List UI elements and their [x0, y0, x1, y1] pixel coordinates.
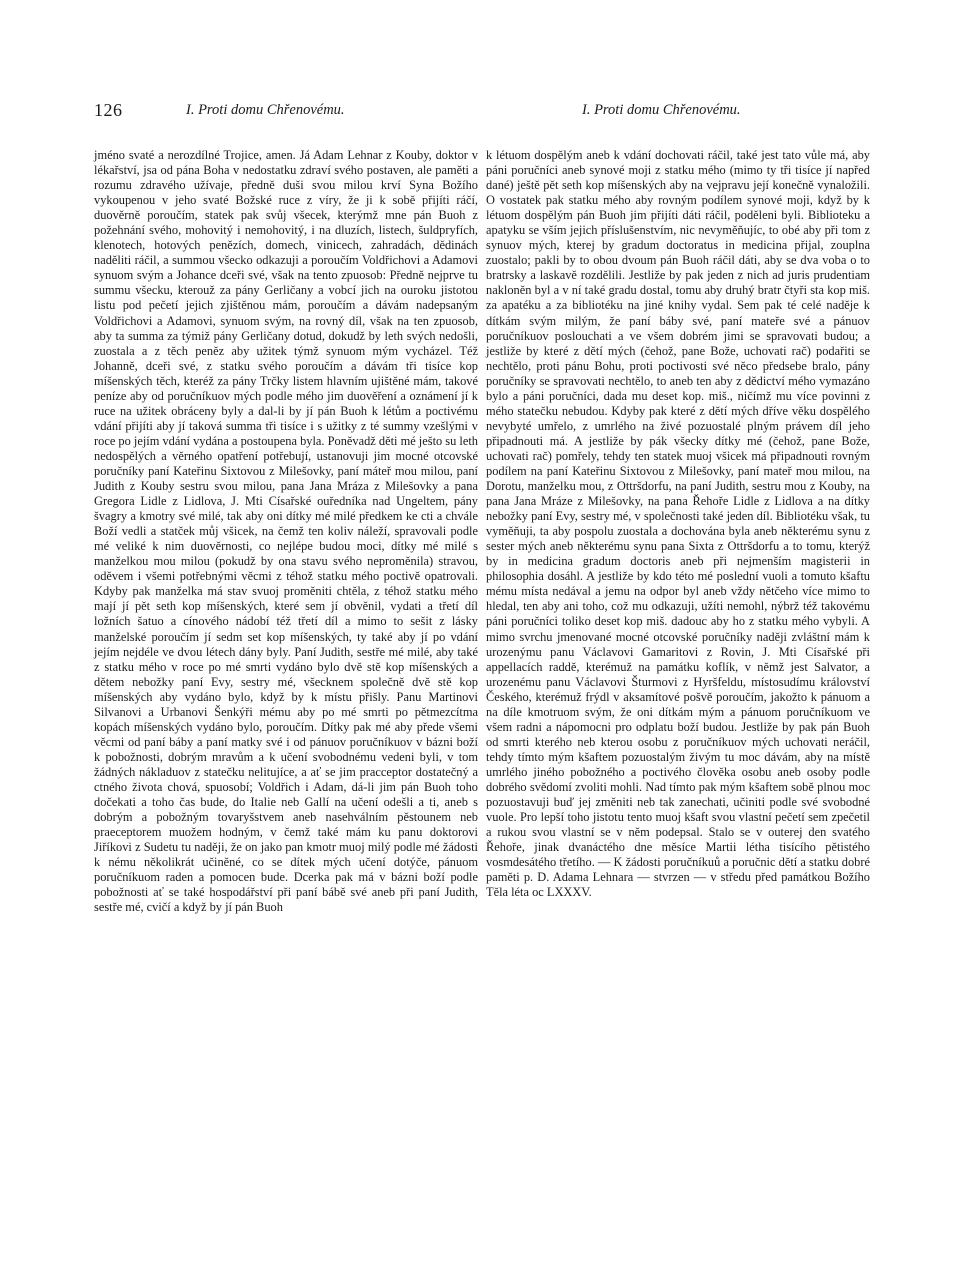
body-text-right: k létuom dospělým aneb k vdání dochovati ráčil, také jest tato vůle má, aby páni poručníci aneb synové moji z statku mého (mimo ty tři tisíce jí napřed dané) ještě pět seth kop míšenských aby na vejpravu její konečně vynaložili. O vostatek pak statku mého aby rovným podílem synové moji, když by k létuom dospělým pán Buoh jim přijíti dáti ráčil, poděleni byli. Biblioteku a apatyku se vším jejich příslušenstvím, nic nevyměňujíc, to obé aby při tom z synuov mých, kterej by gradum doctoratus in medicina přijal, zouplna zuostalo; pakli by to obou dvoum pán Buoh ráčil dáti, aby se dva voba o to bratrsky a laskavě rozdělili. Jestliže by pak jeden z nich ad juris prudentiam nakloněn byl a v ní také gradu dostal, tomu aby druhý bratr čtyři sta kop miš. za apatéku a za bibliotéku na jiné knihy vydal. Sem pak té celé naděje k dítkám svým milým, že paní báby své, paní mateře své a pánuov poručníkuov poslouchati a ve všem dobrém jimi se spravovati budou; a jestliže by které z dětí mých (čehož, pane Bože, uchovati rač) podařiti se nechtělo, proti pánu Bohu, proti poctivosti své něco předsebe bralo, pány poručníky se spravovati nechtělo, to aneb ten aby z dědictví mého vymazáno bylo a páni poručníci, dada mu deset kop. miš., ničímž mu více povinni z mého statečku nebudou. Kdyby pak které z dětí mých dříve věku dospělého nevybyté umřelo, z umrlého na živé pozuostalé plným právem díl jeho připadnouti má. A jestliže by pák všecky dítky mé (čehož, pane Bože, uchovati rač) pomřely, tehdy ten statek muoj všicek má připadnouti rovným podílem na paní Kateřinu Sixtovou z Milešovky, paní mateř mou milou, na Dorotu, manželku mou, z Ottršdorfu, na paní Judith, sestru mou z Kouby, na pana Jana Mráze z Milešovky, na pana Řehoře Lidle z Lidlova a na dítky nebožky paní Evy, sestry mé, v společnosti také jeden díl. Bibliotéku však, tu vyměňuji, ta aby pospolu zuostala a dochována byla aneb některému synu z sester mých aneb některému synu pana Sixta z Ottršdorfu a to tomu, kterýž by in medicina gradum doctoris aneb při nejmenším magisterii in philosophia dosáhl. A jestliže by kdo této mé poslední vuoli a tomuto kšaftu mému místa nedával a jemu na odpor byl aneb vždy nětčeho více mimo to hledal, ten aby ani toho, což mu odkazuji, užíti nemohl, nýbrž též takovému páni poručníci toliko deset kop miš. dadouc aby ho z statku mého vybyli. A mimo svrchu jmenované mocné otcovské poručníky naději zvláštní mám k urozenýmu panu Václavovi Gamaritovi z Rovin, J. Mti Císařské při appellacích raddě, kterémuž na památku koflík, v němž jest Salvator, a urozenému panu Václavovi Šturmovi z Hyršfeldu, místosudímu království Českého, kterémuž frýdl v aksamítové pošvě poroučím, jakožto k pánuom a na díle kmotruom svým, že oni dítkám mým a pánuom poručníkuom ve všem radni a nápomocni pro odplatu boží budou. Jestliže by pak pán Buoh od smrti kterého neb kterou osobu z poručníkuov mých uchovati neráčil, tehdy tímto mým kšaftem pozuostalým živým tu moc dávám, aby na místě umrlého jiného pobožného a poctivého člověka osobu aneb osoby podle dobrého svědomí zvoliti mohli. Nad tímto pak mým kšaftem sobě plnou moc pozuostavuji buď jej změniti neb tak zanechati, učiniti podle své svobodné vuole. Pro lepší toho jistotu tento muoj kšaft svou vlastní pečetí sem zpečetil a rukou svou vlastní se v něm podepsal. Stalo se v outerej den svatého Řehoře, jinak dvanáctého dne měsíce Martii létha tisícího pětistého vosmdesátého třetího. — K žádosti poručníkuů a poručnic dětí a statku dobré paměti p. D. Adama Lehnara — stvrzen — v středu před památkou Božího Těla léta oc LXXXV. [486, 148, 870, 900]
body-text-left: jméno svaté a nerozdílné Trojice, amen. Já Adam Lehnar z Kouby, doktor v lékařství, jsa od pána Boha v nedostatku zdraví svého postaven, ale paměti a rozumu zdravého užívaje, předně duši svou milou krví Syna Božího vykoupenou v jeho svaté Božské ruce z víry, že ji k sobě přijíti ráčí, duověrně poroučím, statek pak svůj všecek, kterýmž mne pán Buoh z požehnání svého, mohovitý i nemohovitý, i na dluzích, listech, šuldpryfích, klenotech, hotových penězích, domech, vinicech, zahradách, dědinách naděliti ráčil, a summou všecko odkazuji a poroučím Voldřichovi a Adamovi synuom svým a Johance dceři své, však na tento zpuosob: Předně nejprve tu summu všecku, kterouž za pány Gerličany a vobcí jich na ouroku jistotou listu pod pečetí jejich zjištěnou mám, poroučím a dávám nadepsaným Voldřichovi a Adamovi, synuom svým, na rovný díl, však na ten zpuosob, aby ta summa za týmiž pány Gerličany dotud, dokudž by leth svých nedošli, zuostala a z těch peněz aby užitek týmž synuom mým vycházel. Též Johanně, dceři své, z statku svého poroučím a dávám tři tisíce kop míšenských těch, kteréž za pány Trčky listem hlavním ujištěné mám, takové peníze aby od poručníkuov mých podle mého jim duověření a oznámení jí k ruce na užitek obráceny byly a dal-li by jí pán Buoh k létům a poctivému vdání přijíti aby jí taková summa tři tisíce i s užitky z té summy vzešlými v roce po jejím vdání vydána a postoupena byla. Poněvadž děti mé ješto su leth nedospělých a věrného opatření potřebují, ustanovuji jim mocné otcovské poručníky paní Kateřinu Sixtovou z Milešovky, paní máteř mou milou, paní Judith z Kouby sestru svou milou, pana Jana Mráza z Milešovky a pana Gregora Lidle z Lidlova, J. Mti Císařské ouředníka nad Ungeltem, pány švagry a kmotry své milé, tak aby oni dítky mé milé předkem ke cti a chvále Boží vedli a statček můj všicek, na čemž ten koliv náleží, spravovali podle mé veliké k nim duověrnosti, co nejlépe budou moci, dítky mé milé s manželkou mou milou (pokudž by ona stavu svého neproměnila) stravou, oděvem i všemi potřebnými věcmi z téhož statku mého poctivě opatrovali. Kdyby pak manželka má stav svuoj proměniti chtěla, z téhož statku mého mají jí pět seth kop míšenských, které sem jí obvěnil, vydati a třetí díl ložních šatuo a cínového nádobí též třetí díl a mimo to sešit z lásky manželské poroučím jí sedm set kop míšenských, ty také aby jí po vdání jejím nejdéle ve dvou létech dány byly. Paní Judith, sestře mé milé, aby také z statku mého v roce po mé smrti vydáno bylo dvě stě kop míšenských a dětem nebožky paní Evy, sestry mé, všecknem společně dvě stě kop míšenských aby vydáno bylo, když by k místu přišly. Panu Martinovi Silvanovi a Urbanovi Šenkýři mému aby po mé smrti po pětmezcítma kopách míšenských vydáno bylo, poroučím. Dítky pak mé aby přede všemi věcmi od paní báby a paní matky své i od pánuov poručníkuov v bázni boží k pobožnosti, dobrým mravům a k učení svobodnému vedeni byli, v tom žádných nákladuov z statečku nelitujíce, a ať se jim pracceptor dostatečný a ctného života chová, spuosobí; Voldřich i Adam, dá-li jim pán Buoh toho dočekati a toho čas bude, do Italie neb Gallí na učení odešli a ti, aneb s dobrým a pobožným tovaryšstvem aneb nasehválním pěstounem neb praeceptorem muožem hodným, v čemž také mám ku panu doktorovi Jiříkovi z Sudetu tu naději, že on jako pan kmotr muoj milý podle mé žádosti k nému několikrát učiněné, co se dítek mých učení dotýče, pánuom poručníkuom raden a pomocen bude. Dcerka pak má v bázni boží podle pobožnosti ať se také hospodářství při paní bábě své aneb při paní Judith, sestře mé, cvičí a když by jí pán Buoh [94, 148, 479, 915]
text-column-left [94, 148, 478, 915]
page-header [94, 100, 870, 126]
text-column-right [486, 148, 870, 900]
running-head-left: I. Proti domu Chřenovému. [186, 102, 345, 118]
page-number: 126 [94, 100, 123, 120]
running-head-right: I. Proti domu Chřenovému. [582, 102, 741, 118]
